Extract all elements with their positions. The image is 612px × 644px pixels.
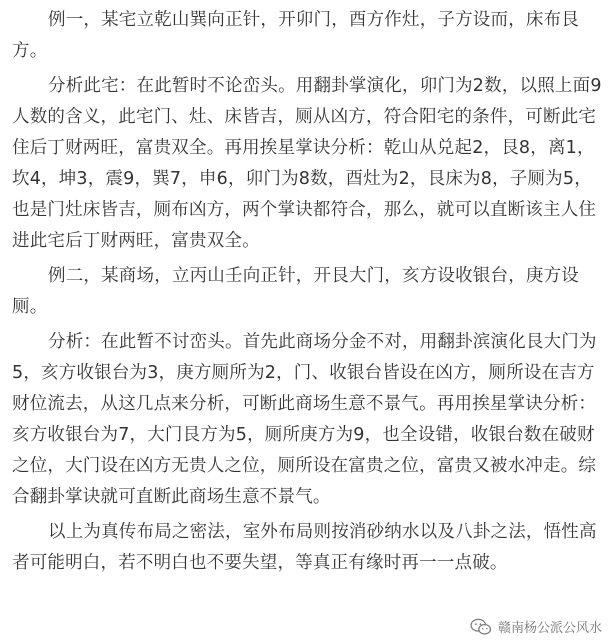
paragraph-conclusion: 以上为真传布局之密法，室外布局则按消砂纳水以及八卦之法，悟性高者可能明白，若不明白也不要失望，等真正有缘时再一一点破。 xyxy=(12,522,597,573)
paragraph-analysis-two: 分析：在此暂不讨峦头。首先此商场分金不对，用翻卦滨演化艮大门为5，亥方收银台为3，庚方厕所为2，门、收银台皆设在凶方，厕所设在吉方财位流去，从这几点来分析，可断此商场生意不景气。再用挨星掌诀分析：亥方收银台为7，大门艮方为5，厕所庚方为9，也全设错，收银台数在破财之位，大门设在凶方无贵人之位，厕所设在富贵之位，富贵又被水冲走。综合翻卦掌诀就可直断此商场生意不景气。 xyxy=(12,332,597,507)
watermark-text: 赣南杨公派公风水 xyxy=(497,621,602,636)
paragraph-analysis-one: 分析此宅：在此暂时不论峦头。用翻卦掌演化，卯门为2数，以照上面9人数的含义，此宅门、灶、床皆吉，厕从凶方，符合阳宅的条件，可断此宅住后丁财两旺，富贵双全。再用挨星掌诀分析：乾山从兑起2，艮8，离1，坎4，坤3，震9，巽7，申6，卯门为8数，酉灶为2，艮床为8，子厕为5，也是门灶床皆吉，厕布凶方，两个掌诀都符合，那么，就可以直断该主人住进此宅后丁财两旺，富贵双全。 xyxy=(12,76,602,251)
watermark xyxy=(470,617,602,636)
article-body xyxy=(12,5,602,583)
paragraph-example-one: 例一，某宅立乾山巽向正针，开卯门，酉方作灶，子方设而，床布艮方。 xyxy=(12,10,579,61)
paragraph-example-two: 例二，某商场，立丙山壬向正针，开艮大门，亥方设收银台，庚方设厕。 xyxy=(12,266,579,317)
wechat-icon xyxy=(470,618,492,636)
